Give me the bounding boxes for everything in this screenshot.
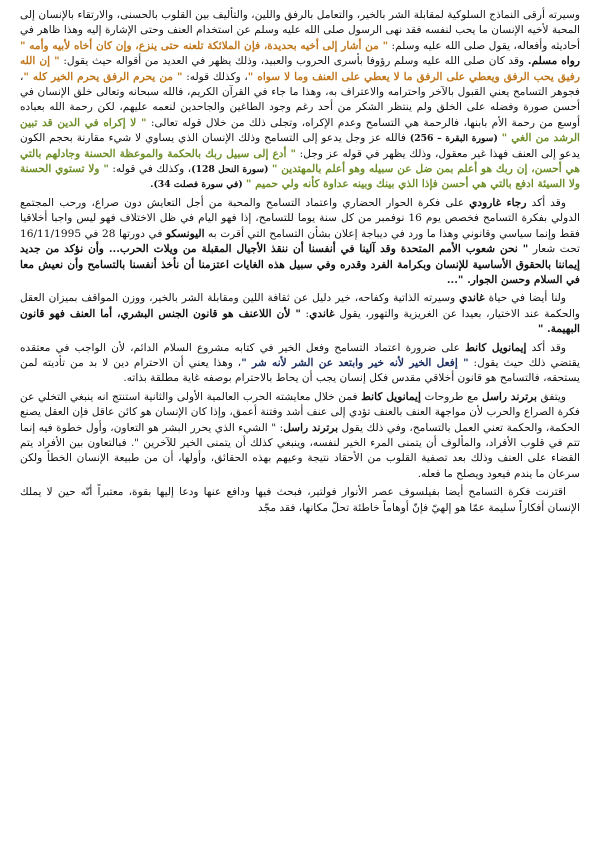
author-name: برترند راسل [283, 421, 339, 434]
text: على ضرورة اعتماد التسامح وفعل الخير في كتابه مشروع السلام الدائم، لأن الواجب في معتقده يقتضي ذلك حيث يقول: [20, 341, 581, 369]
gandhi-quote: " لأن اللاعنف هو قانون الجنس البشري، أما العنف فهو قانون البهيمة. " [20, 307, 580, 336]
text: : [300, 307, 310, 320]
paragraph-kant [20, 341, 580, 387]
text: فمن خلال معايشته الحرب العالمية الأولى والثانية استنتج انه ينبغي التخلي عن فكرة الصراع والحرب لأن مواجهة العنف بالعنف تؤدي إلى عنف أشد وفتنة أعمق، وإذا كان الإنسان هو كائن عاقل فإن العقل يصنع الحكمة، والحكمة تعني العمل بالتسامح، وفي ذلك يقول [20, 390, 580, 434]
text: وسيرته الذاتية وكفاحه، خير دليل عن ثقافة اللين ومقابلة الشر بالخير، ووزن المواقف بميزان العقل والحكمة عند الاختيار، بعيدا عن الغريزية والتهور، يقول [20, 292, 581, 320]
paragraph-garaudy [20, 196, 580, 288]
author-name: إيمانويل كانط [361, 390, 421, 403]
quran-verse: " ولا تستوي الحسنة ولا السيئة ادفع بالتي هي أحسن فإذا الذي بينك وبينه عداوة كأنه ولي حميم " [20, 163, 580, 191]
quran-verse: " أدع إلى سبيل ربك بالحكمة والموعظة الحسنة وجادلهم بالتي هي أحسن، إن ربك هو أعلم بمن ضل عن سبيله وهو أعلم بالمهتدين " [20, 147, 580, 176]
author-name: غاندي [459, 292, 485, 305]
author-name: رجاء غارودي [469, 196, 527, 209]
text: ، فجوهر التسامح يعني القبول بالآخر واحترامه والاعتراف به، وهذا ما جاء في القرآن الكريم، فالله سبحانه وتعالى خلق الإنسان في أحسن صورة وفضله على الخلق ولم ينتظر الشكر من أحد رغم وجود الطاغين والجاحدين لنعمه عليهم، لكن رحمة الله بعباده أوسع من رحمة الأم بابنها، فالرحمة هي التسامح وعدم الإكراه، وتجلى ذلك من خلال قوله تعالى: [20, 70, 581, 129]
text: ، وكذلك قوله: [182, 70, 248, 83]
text: فالله عز وجل يدعو إلى التسامح وذلك الإنسان الذي يساوي لا شيء مقارنة بحجم الكون يدعو إلى العنف فهذا غير معقول، وذلك يظهر في قوله عز وجل: [20, 132, 580, 160]
kant-quote: " إفعل الخير لأنه خير وابتعد عن الشر لأنه شر " [241, 356, 469, 369]
paragraph-russell [20, 390, 580, 482]
text: ، وكذلك في قوله: [108, 163, 192, 176]
text: وسيرته أرقى النماذج السلوكية لمقابلة الشر بالخير، والتعامل بالرفق واللين، والتأليف بين القلوب بالحسنى، والارتقاء بالإنسان إلى المحبة لأخيه الإنسان ما يحب لنفسه فقد نهى الرسول صلى الله عليه وسلم عن استخدام العنف وحتى الإشارة إليه وهذا ظاهر في أحاديثه وأفعاله، يقول صلى الله عليه وسلم: [20, 9, 580, 52]
text: وقد أكد [526, 341, 566, 354]
hadith-quote: " إن الله رفيق يحب الرفق ويعطي على الرفق ما لا يعطي على العنف وما لا سواه " [20, 55, 580, 83]
paragraph-prophet-tolerance [20, 8, 580, 193]
author-name: إيمانويل كانط [465, 341, 527, 354]
text: ويتفق [536, 390, 566, 403]
text: في دورتها 28 في 16/11/1995 تحت شعار [20, 227, 580, 256]
text: : " الشيء الذي يحرر البشر هو التعاون، وأول خطوة فيه إنما تتم في قلوب الأفراد، والمألوف أن يتمنى المرء الخير لنفسه، وينبغي كذلك أن يتمنى الخير للآخرين ". فبالتعاون بين الأفراد يتم القضاء على العنف وذلك بعد تصفية القلوب من الأحقاد نتيجة وعيهم بهذه الحقائق، وأولها، أن من طبيعة الإنسان الخطأ ولكن سرعان ما يندم فيعود ويصلح ما فعله. [20, 421, 580, 480]
unesco-slogan: " نحن شعوب الأمم المتحدة وقد آلينا في أنفسنا أن ننقذ الأجيال المقبلة من ويلات الحرب... وأن نؤكد من جديد إيماننا بالحقوق الأساسية للإنسان وبكرامة الفرد وقدره وفي سبيل هذه الغايات اعتزمنا أن نأخذ أنفسنا بالتسامح وأن نعيش معا في السلام وحسن الجوار. "... [20, 243, 580, 286]
quran-verse: " لا إكراه في الدين قد تبين الرشد من الغي " [20, 116, 581, 145]
paragraph-voltaire [20, 485, 580, 516]
text: على فكرة الحوار الحضاري واعتماد التسامح والمحبة من أجل التعايش دون صراع، ورحب المجتمع الدولي بفكرة التسامح فخصص يوم 16 نوفمبر من كل سنة يوما للتسامح، إذا فهو اليام في ظل الاختلاف فهو ليس واجبا أخلاقيا فقط وإنما سياسي وقانوني وهذا ما ورد في ديباجة إعلان بشأن التسامح التي أقرت به [20, 196, 581, 240]
text: وقد كان صلى الله عليه وسلم رؤوفا بأسرى الحروب والعبيد، وذلك يظهر في العديد من أقواله حيث يقول: [59, 55, 528, 68]
citation: (سورة النحل 128) [191, 164, 272, 176]
text: اقترنت فكرة التسامح أيضا بفيلسوف عصر الأنوار فولتير، فبحث فيها ودافع عنها ودعا إليها بقوة، معتبراً أنّه حين لا يملك الإنسان أفكاراً سليمة عمّا هو إلهيّ فإنّ أوهاماً خاطئة تحلّ مكانها، فقد مجّد [20, 486, 580, 514]
citation: (في سورة فصلت 34). [150, 179, 246, 191]
citation: رواه مسلم. [527, 55, 580, 68]
citation: (سورة البقرة – 256) [409, 133, 502, 145]
paragraph-gandhi [20, 291, 580, 337]
text: وقد أكد [526, 196, 566, 209]
text: مع طروحات [420, 390, 483, 403]
hadith-quote: " من أشار إلى أخيه بحديدة، فإن الملائكة تلعنه حتى ينزع، وإن كان أخاه لأبيه وأمه " [20, 39, 389, 52]
text: ولنا أيضا في حياة [484, 292, 566, 305]
organization-name: اليونسكو [165, 227, 205, 240]
author-name: برترند راسل [482, 390, 537, 403]
text: ، وهذا يعني أن الاحترام دين لا بد من تأديته لمن يستحقه، فالتسامح هو قانون أخلاقي مقدس فكل إنسان يجب أن يحاط بالاحترام بوصفه غاية مطلقة بذاته. [20, 356, 580, 385]
author-name: غاندي [309, 307, 335, 320]
hadith-quote: " من يحرم الرفق يحرم الخير كله " [23, 70, 183, 83]
